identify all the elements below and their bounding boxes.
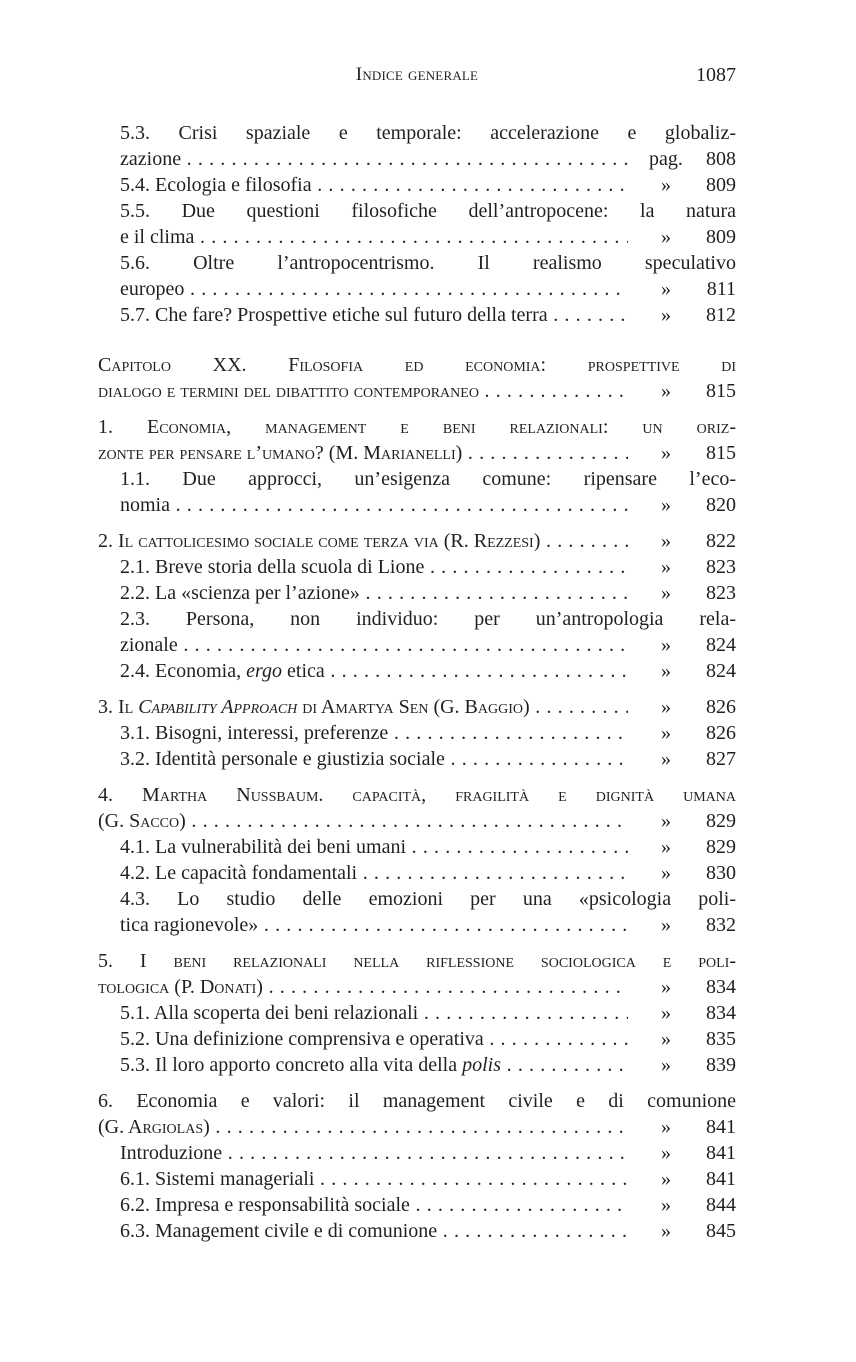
- page-ref: 841: [706, 1142, 736, 1164]
- italic-term: Capability Approach: [138, 696, 298, 718]
- toc-entry[interactable]: [98, 250, 736, 302]
- toc-entry-title-line: 4. Martha Nussbaum. capacità, fragilità e dignità umana: [98, 784, 736, 806]
- toc-entry[interactable]: [98, 606, 736, 658]
- page-marker: »: [661, 1002, 671, 1024]
- page-ref: 820: [706, 494, 736, 516]
- page-marker: »: [661, 1054, 671, 1076]
- page-ref: 834: [706, 976, 736, 998]
- page-marker: »: [661, 696, 671, 718]
- page-marker: »: [661, 494, 671, 516]
- toc-entry[interactable]: [98, 1000, 736, 1026]
- toc-entry-title-line: 2.3. Persona, non individuo: per un’antropologia rela-: [120, 608, 736, 630]
- page-ref: 815: [706, 380, 736, 402]
- page-ref: 845: [706, 1220, 736, 1242]
- toc-entry-title: 2.4. Economia, ergo etica . . .: [120, 658, 628, 684]
- page-ref: 834: [706, 1002, 736, 1024]
- toc-section-heading[interactable]: [98, 694, 736, 720]
- page-marker: »: [661, 174, 671, 196]
- page-ref: 830: [706, 862, 736, 884]
- toc-section-heading[interactable]: [98, 414, 736, 466]
- toc-entry-title: 3.2. Identità personale e giustizia sociale . . .: [120, 746, 628, 772]
- toc-entry[interactable]: [98, 172, 736, 198]
- page-marker: »: [661, 582, 671, 604]
- toc-entry-title: 6.3. Management civile e di comunione . . .: [120, 1218, 628, 1244]
- page-marker: »: [661, 556, 671, 578]
- page-marker: »: [661, 914, 671, 936]
- toc-entry-title: 3.1. Bisogni, interessi, preferenze . . .: [120, 720, 628, 746]
- toc-entry[interactable]: [98, 198, 736, 250]
- toc-entry-title: 3. Il Capability Approach di Amartya Sen (G. Baggio) . . .: [98, 694, 628, 720]
- toc-entry[interactable]: [98, 860, 736, 886]
- toc-entry[interactable]: [98, 120, 736, 172]
- toc-entry-title: 5.4. Ecologia e filosofia . . .: [120, 172, 628, 198]
- toc-entry[interactable]: [98, 1218, 736, 1244]
- running-header: [98, 64, 736, 94]
- toc-entry[interactable]: [98, 1026, 736, 1052]
- page-ref: 809: [706, 226, 736, 248]
- toc-entry-title: 5.2. Una definizione comprensiva e operativa . . .: [120, 1026, 628, 1052]
- italic-term: ergo: [246, 660, 283, 682]
- toc-entry-title: 4.2. Le capacità fondamentali . . .: [120, 860, 628, 886]
- toc-section-heading[interactable]: [98, 948, 736, 1000]
- toc-entry-title: tica ragionevole» . . .: [120, 912, 628, 938]
- toc-entry-title-line: 5.6. Oltre l’antropocentrismo. Il realismo speculativo: [120, 252, 736, 274]
- page-ref: 812: [706, 304, 736, 326]
- toc-entry-title: 2. Il cattolicesimo sociale come terza via (R. Rezzesi) . . .: [98, 528, 628, 554]
- page-marker: »: [661, 304, 671, 326]
- toc-entry-title: zionale . . .: [120, 632, 628, 658]
- toc-entry[interactable]: [98, 302, 736, 328]
- toc-entry-title: 4.1. La vulnerabilità dei beni umani . . .: [120, 834, 628, 860]
- page-marker: »: [661, 722, 671, 744]
- page-ref: 841: [706, 1116, 736, 1138]
- toc-entry-title-line: 5.3. Crisi spaziale e temporale: accelerazione e globaliz-: [120, 122, 736, 144]
- toc-section-heading[interactable]: [98, 1088, 736, 1140]
- page-ref: 826: [706, 722, 736, 744]
- toc-entry-title: 2.1. Breve storia della scuola di Lione . . .: [120, 554, 628, 580]
- toc-section-heading[interactable]: [98, 782, 736, 834]
- toc-entry-title: zonte per pensare l’umano? (M. Marianelli) . . .: [98, 440, 628, 466]
- toc-entry[interactable]: [98, 658, 736, 684]
- toc-chapter-heading[interactable]: [98, 352, 736, 404]
- page-marker: »: [661, 810, 671, 832]
- toc-entry-title: 2.2. La «scienza per l’azione» . . .: [120, 580, 628, 606]
- table-of-contents: [98, 120, 736, 1244]
- page-marker: »: [661, 1142, 671, 1164]
- toc-entry-title: e il clima . . .: [120, 224, 628, 250]
- page-ref: 822: [706, 530, 736, 552]
- page-marker: »: [661, 660, 671, 682]
- page-ref: 835: [706, 1028, 736, 1050]
- toc-entry-title: europeo . . .: [120, 276, 628, 302]
- running-title: Indice generale: [355, 64, 479, 85]
- toc-entry-title: (G. Sacco) . . .: [98, 808, 628, 834]
- toc-entry-title: (G. Argiolas) . . .: [98, 1114, 628, 1140]
- toc-entry-title-line: 6. Economia e valori: il management civile e di comunione: [98, 1090, 736, 1112]
- toc-entry-title-line: 4.3. Lo studio delle emozioni per una «psicologia poli-: [120, 888, 736, 910]
- page-ref: 839: [706, 1054, 736, 1076]
- toc-entry-title: 6.2. Impresa e responsabilità sociale . . .: [120, 1192, 628, 1218]
- page-ref: 824: [706, 634, 736, 656]
- page-ref: 809: [706, 174, 736, 196]
- toc-entry-title: 5.7. Che fare? Prospettive etiche sul futuro della terra . . .: [120, 302, 628, 328]
- toc-entry-title-line: 5.5. Due questioni filosofiche dell’antropocene: la natura: [120, 200, 736, 222]
- page-marker: »: [661, 862, 671, 884]
- toc-entry-title: zazione . . .: [120, 146, 628, 172]
- page-marker: »: [661, 1194, 671, 1216]
- toc-entry[interactable]: [98, 886, 736, 938]
- page-marker: »: [661, 976, 671, 998]
- toc-entry-title: nomia . . .: [120, 492, 628, 518]
- page-ref: 815: [706, 442, 736, 464]
- page-marker: »: [661, 226, 671, 248]
- toc-entry[interactable]: [98, 1140, 736, 1166]
- page-marker: »: [661, 380, 671, 402]
- page-ref: 808: [706, 148, 736, 170]
- page-marker: »: [661, 1220, 671, 1242]
- page-ref: 823: [706, 556, 736, 578]
- toc-entry[interactable]: [98, 466, 736, 518]
- page-marker: pag.: [649, 148, 683, 170]
- italic-term: polis: [462, 1054, 502, 1076]
- toc-entry[interactable]: [98, 746, 736, 772]
- toc-entry-title: dialogo e termini del dibattito contemporaneo . . .: [98, 378, 628, 404]
- toc-entry-title: Introduzione . . .: [120, 1140, 628, 1166]
- toc-entry[interactable]: [98, 720, 736, 746]
- page-ref: 823: [706, 582, 736, 604]
- page-ref: 829: [706, 810, 736, 832]
- toc-entry[interactable]: [98, 1166, 736, 1192]
- page-marker: »: [661, 748, 671, 770]
- page-marker: »: [661, 836, 671, 858]
- toc-entry-title-line: 5. I beni relazionali nella riflessione sociologica e poli-: [98, 950, 736, 972]
- page-marker: »: [661, 1116, 671, 1138]
- toc-entry-title-line: Capitolo XX. Filosofia ed economia: prospettive di: [98, 354, 736, 376]
- page-marker: »: [661, 1028, 671, 1050]
- toc-entry[interactable]: [98, 1192, 736, 1218]
- page-ref: 832: [706, 914, 736, 936]
- page-marker: »: [661, 442, 671, 464]
- page-ref: 841: [706, 1168, 736, 1190]
- toc-entry-title-line: 1.1. Due approcci, un’esigenza comune: ripensare l’eco-: [120, 468, 736, 490]
- page-marker: »: [661, 634, 671, 656]
- toc-entry[interactable]: [98, 834, 736, 860]
- toc-section-heading[interactable]: [98, 528, 736, 554]
- page-marker: »: [661, 530, 671, 552]
- toc-entry-title-line: 1. Economia, management e beni relazionali: un oriz-: [98, 416, 736, 438]
- page-ref: 824: [706, 660, 736, 682]
- page-ref: 844: [706, 1194, 736, 1216]
- toc-entry[interactable]: [98, 580, 736, 606]
- page-ref: 826: [706, 696, 736, 718]
- toc-entry-title: 5.3. Il loro apporto concreto alla vita della polis . . .: [120, 1052, 628, 1078]
- page-ref: 811: [706, 278, 736, 300]
- toc-entry[interactable]: [98, 1052, 736, 1078]
- page-number: 1087: [696, 64, 736, 86]
- toc-entry[interactable]: [98, 554, 736, 580]
- toc-entry-title: 5.1. Alla scoperta dei beni relazionali . . .: [120, 1000, 628, 1026]
- page-marker: »: [661, 1168, 671, 1190]
- page-ref: 829: [706, 836, 736, 858]
- toc-entry-title: 6.1. Sistemi manageriali . . .: [120, 1166, 628, 1192]
- page-marker: »: [661, 278, 671, 300]
- page-ref: 827: [706, 748, 736, 770]
- toc-entry-title: tologica (P. Donati) . . .: [98, 974, 628, 1000]
